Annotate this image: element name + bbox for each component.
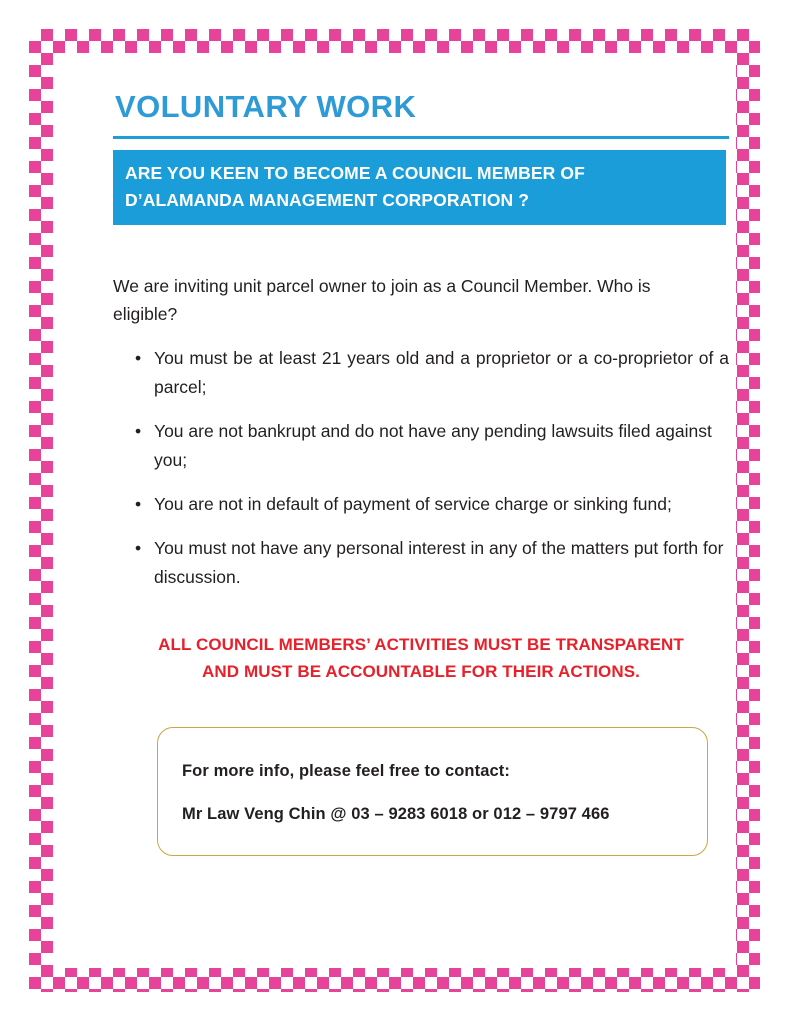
list-item-text: You must not have any personal interest in any of the matters put forth for discussion. xyxy=(154,538,724,587)
intro-paragraph: We are inviting unit parcel owner to join as a Council Member. Who is eligible? xyxy=(113,275,651,325)
headline-banner-line-1: ARE YOU KEEN TO BECOME A COUNCIL MEMBER OF xyxy=(125,162,585,183)
bullet-marker-icon: • xyxy=(135,538,142,559)
eligibility-list xyxy=(113,344,729,590)
decorative-checkered-border xyxy=(29,29,760,992)
title-underline-rule xyxy=(113,136,729,139)
page-title: VOLUNTARY WORK xyxy=(115,89,417,124)
contact-info-box xyxy=(157,727,708,856)
list-item xyxy=(113,344,729,401)
list-item xyxy=(113,490,729,518)
headline-banner-line-2: D’ALAMANDA MANAGEMENT CORPORATION ? xyxy=(125,189,530,210)
headline-banner xyxy=(113,150,726,225)
list-item xyxy=(113,417,729,474)
bullet-marker-icon: • xyxy=(135,348,142,369)
bullet-marker-icon: • xyxy=(135,421,142,442)
list-item xyxy=(113,534,729,591)
contact-details: Mr Law Veng Chin @ 03 – 9283 6018 or 012 – 9797 466 xyxy=(182,804,610,823)
page-inner-white-area xyxy=(53,53,736,968)
content-column xyxy=(113,91,729,856)
bullet-marker-icon: • xyxy=(135,493,142,514)
contact-heading: For more info, please feel free to contact: xyxy=(182,761,510,780)
list-item-text: You must be at least 21 years old and a proprietor or a co-proprietor of a parcel; xyxy=(154,348,729,397)
transparency-notice xyxy=(113,631,729,686)
transparency-notice-line-1: ALL COUNCIL MEMBERS’ ACTIVITIES MUST BE TRANSPARENT xyxy=(158,634,684,654)
list-item-text: You are not bankrupt and do not have any pending lawsuits filed against you; xyxy=(154,421,712,470)
transparency-notice-line-2: AND MUST BE ACCOUNTABLE FOR THEIR ACTIONS. xyxy=(202,662,640,682)
list-item-text: You are not in default of payment of service charge or sinking fund; xyxy=(154,493,672,514)
